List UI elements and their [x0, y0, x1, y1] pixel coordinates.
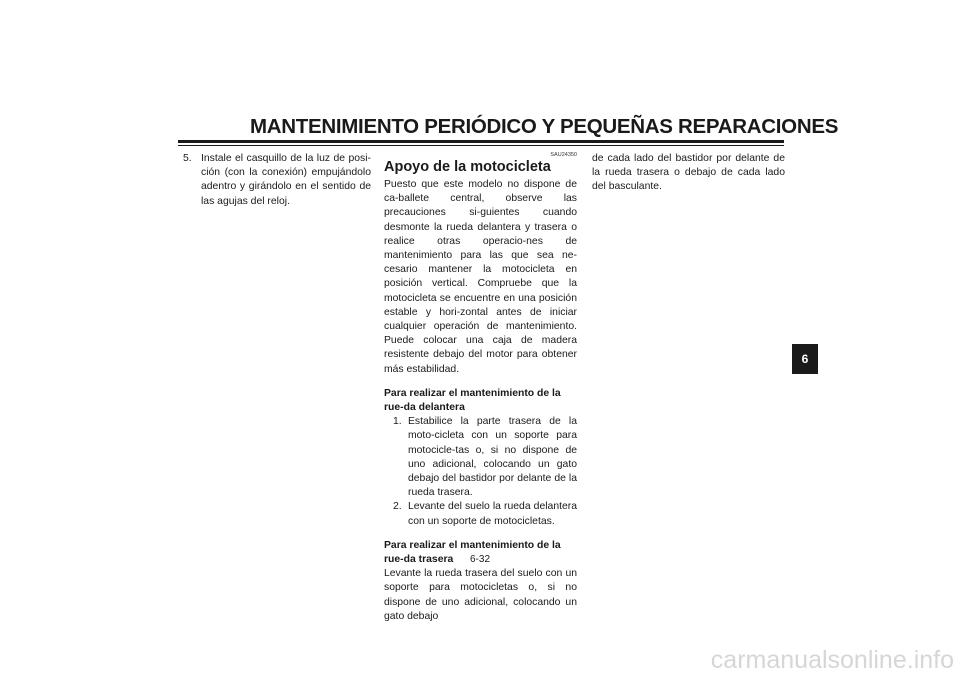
intro-paragraph: Puesto que este modelo no dispone de ca-ballete central, observe las precauciones si-guientes cuando desmonte la rueda delantera y trasera o realice otras operacio-nes de mantenimiento para las que sea ne-cesario mantener la motocicleta en posición vertical. Compruebe que la motocicleta se encuentre en una posición estable y hori-zontal antes de iniciar cualquier operación de mantenimiento. Puede colocar una caja de madera resistente debajo del motor para obtener más estabilidad.	[384, 179, 577, 375]
step-text: Levante del suelo la rueda delantera con un soporte de motocicletas.	[408, 501, 577, 527]
left-column	[183, 152, 371, 209]
front-wheel-heading: Para realizar el mantenimiento de la rue-da delantera	[384, 387, 561, 414]
continued-paragraph: de cada lado del bastidor por delante de la rueda trasera o debajo de cada lado del basculante.	[592, 153, 785, 193]
watermark: carmanualsonline.info	[710, 646, 954, 674]
list-item	[183, 152, 371, 209]
rear-wheel-heading: Para realizar el mantenimiento de la rue-da trasera	[384, 539, 561, 566]
rear-wheel-paragraph: Levante la rueda trasera del suelo con un soporte para motocicletas o, si no dispone de uno adicional, colocando un gato debajo	[384, 568, 577, 622]
section-code: SAU24350	[550, 152, 577, 158]
step-number: 5.	[183, 153, 192, 164]
step-text: Instale el casquillo de la luz de posi-ción (con la conexión) empujándolo adentro y girándolo en el sentido de las agujas del reloj.	[201, 153, 371, 207]
header-rule-thick	[178, 140, 784, 143]
step-number: 1.	[393, 416, 402, 428]
right-column	[592, 152, 785, 195]
header-rule-thin	[178, 145, 784, 146]
list-item	[384, 500, 577, 528]
step-number: 2.	[393, 501, 402, 513]
list-item	[384, 415, 577, 500]
step-text: Estabilice la parte trasera de la moto-cicleta con un soporte para motocicle-tas o, si no dispone de uno adicional, colocando un gato debajo del bastidor por delante de la rueda trasera.	[408, 416, 577, 499]
chapter-tab: 6	[792, 344, 818, 374]
page-number: 6-32	[469, 554, 490, 565]
page-title: MANTENIMIENTO PERIÓDICO Y PEQUEÑAS REPARACIONES	[250, 115, 839, 138]
section-heading: Apoyo de la motocicleta	[384, 159, 551, 175]
